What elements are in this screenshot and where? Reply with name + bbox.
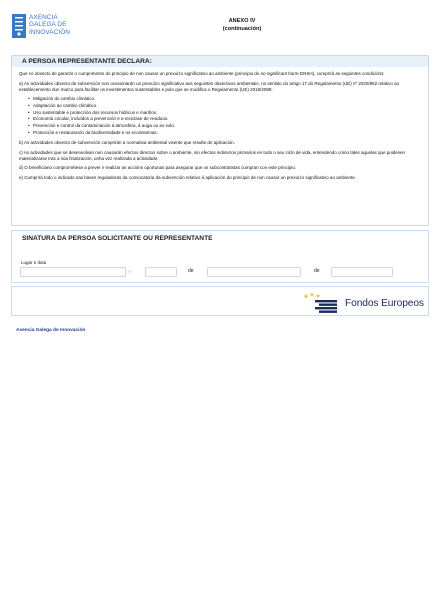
comma-separator: , [129, 268, 131, 274]
list-item: • Economía circular, incluídos a prevención e a reciclaxe de residuos. [29, 116, 420, 123]
declaration-item-e: e) Cumprirá todo o indicado nas bases reguladoras da convocatoria da subvención relativo á aplicación do principio de non causar un prexuízo significativo ao ambiente. [19, 174, 356, 180]
declaration-item-b: b) As actividades obxecto de subvención cumprirán a normativa ambiental vixente que resulte de aplicación. [19, 140, 235, 145]
place-date-label: Lugar e data [21, 260, 47, 265]
galicia-emblem-icon [12, 14, 26, 38]
objectives-list [29, 96, 420, 136]
declaration-title: A PERSOA REPRESENTANTE DECLARA: [12, 56, 428, 67]
fondos-europeos-logo [302, 292, 424, 314]
day-field[interactable] [145, 267, 177, 277]
place-field[interactable] [20, 267, 126, 277]
list-item: • Adaptación ao cambio climático. [29, 103, 420, 110]
declaration-section [11, 55, 429, 226]
footer-agency-name: Axencia Galega de Innovación [16, 328, 86, 333]
declaration-item-a: a) As actividades obxecto de subvención non ocasionarán un prexuízo significativo aos seguintes obxectivos ambientais, no sentido do artigo 17 do Regulamento (UE) nº 2020/852 relativo ao establecemento dun marco para facilitar os investimentos sustentables e polo que se modifica o Regulamento (UE) 2019/2088: [19, 80, 400, 92]
intro-text-1: Que co obxecto de garantir o cumprimento do principio de non causar un prexuízo significativo ao ambiente (principio do [19, 71, 261, 76]
annex-heading [192, 18, 292, 33]
intro-emphasis: no significant harm [260, 71, 299, 76]
year-field[interactable] [331, 267, 393, 277]
month-field[interactable] [207, 267, 301, 277]
list-item: • Uso sustentable e protección dos recursos hídricos e mariños. [29, 110, 420, 117]
declaration-content [12, 67, 428, 181]
de-separator-1: de [188, 268, 194, 274]
logo-line-2: GALEGA DE [29, 21, 67, 29]
declaration-intro [19, 71, 420, 77]
page-header [12, 14, 427, 50]
signature-title: SINATURA DA PERSOA SOLICITANTE OU REPRESENTANTE [12, 231, 428, 246]
logo-line-3: INNOVACIÓN [29, 28, 71, 36]
annex-subtitle: (continuación) [222, 25, 262, 32]
de-separator-2: de [314, 268, 320, 274]
gain-logo [12, 14, 70, 38]
declaration-item-c: c) As actividades que se desenvolvan non causarán efectos directos sobre o ambiente, nin efectos indirectos primarios en todo o seu ciclo de vida, entendendo como tales aquelas que poidesen materializarse tras a súa finalización, unha vez realizada a actividade. [19, 149, 405, 161]
logo-text [29, 14, 70, 36]
fondos-label: Fondos Europeos [345, 297, 424, 309]
list-item: • Mitigación do cambio climático. [29, 96, 420, 103]
declaration-item-d: d) O beneficiario comprométese a prever e realizar as accións oportunas para asegurar que os subcontratistas cumpran con este principio. [19, 165, 297, 171]
logo-line-1: AXENCIA [29, 14, 58, 21]
list-item: • Prevención e control da contaminación á atmosfera, á auga ou ao solo. [29, 123, 420, 130]
signature-section [11, 230, 429, 283]
intro-text-2: -DNSH), cumprirá as seguintes condicións: [298, 71, 385, 76]
list-item: • Protección e restauración da biodiversidade e os ecosistemas. [29, 130, 420, 137]
annex-title: ANEXO IV [228, 18, 256, 24]
funds-section [11, 286, 429, 316]
eu-funds-icon [302, 292, 342, 314]
